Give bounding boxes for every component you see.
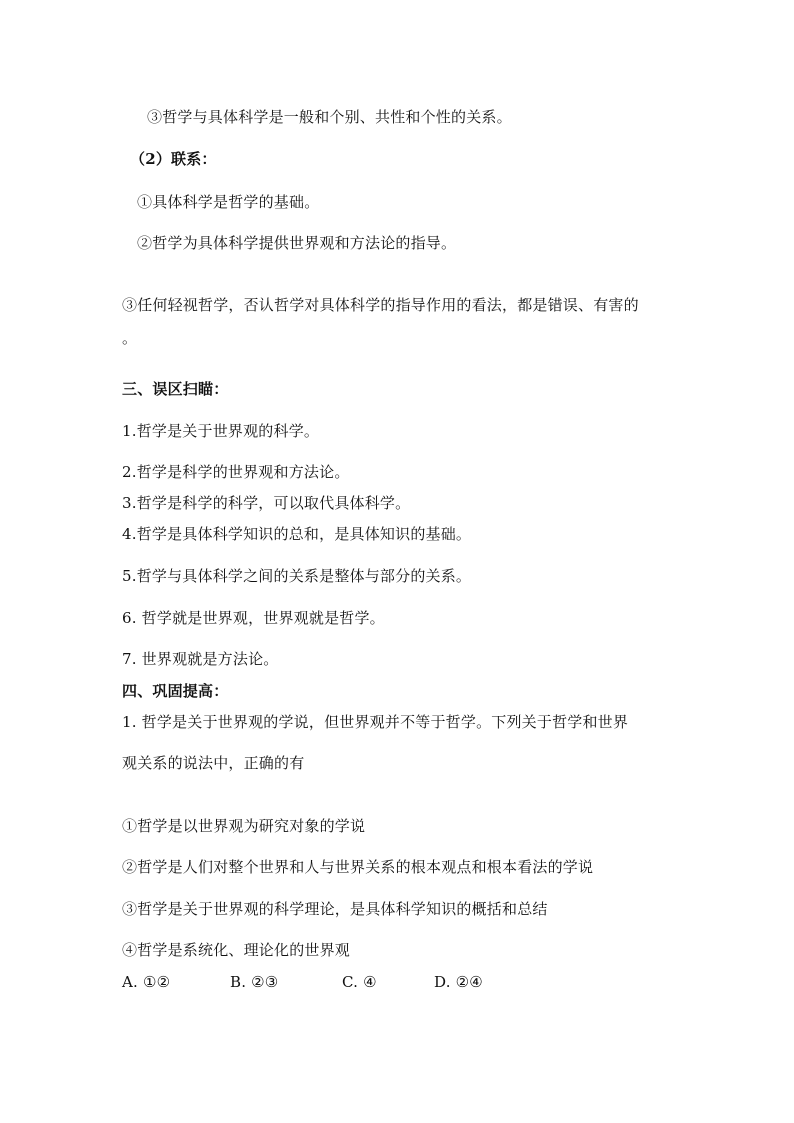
statement-item: ③哲学是关于世界观的科学理论，是具体科学知识的概括和总结: [122, 900, 548, 918]
option-d: D. ②④: [434, 973, 483, 991]
statement-item: ①哲学是以世界观为研究对象的学说: [122, 817, 366, 835]
section-heading-links: （2）联系：: [130, 150, 217, 168]
misconception-item: 4.哲学是具体科学知识的总和，是具体知识的基础。: [122, 525, 472, 543]
misconception-item: 3.哲学是科学的科学，可以取代具体科学。: [122, 494, 411, 512]
relation-item-3: ③哲学与具体科学是一般和个别、共性和个性的关系。: [147, 108, 512, 126]
link-item-3-tail: 。: [122, 329, 138, 347]
misconception-item: 6. 哲学就是世界观，世界观就是哲学。: [122, 609, 385, 627]
link-item-1: ①具体科学是哲学的基础。: [137, 193, 320, 211]
statement-item: ④哲学是系统化、理论化的世界观: [122, 941, 351, 959]
question-text-line-2: 观关系的说法中，正确的有: [122, 754, 305, 772]
option-a: A. ①②: [122, 973, 171, 991]
link-item-2: ②哲学为具体科学提供世界观和方法论的指导。: [137, 234, 457, 252]
statement-item: ②哲学是人们对整个世界和人与世界关系的根本观点和根本看法的学说: [122, 858, 594, 876]
section-heading-consolidation: 四、巩固提高：: [122, 682, 229, 700]
misconception-item: 2.哲学是科学的世界观和方法论。: [122, 463, 350, 481]
link-item-3: ③任何轻视哲学，否认哲学对具体科学的指导作用的看法，都是错误、有害的: [122, 296, 639, 314]
section-heading-misconceptions: 三、误区扫瞄：: [122, 380, 229, 398]
question-text-line-1: 1. 哲学是关于世界观的学说，但世界观并不等于哲学。下列关于哲学和世界: [122, 713, 629, 731]
misconception-item: 1.哲学是关于世界观的科学。: [122, 422, 320, 440]
option-c: C. ④: [342, 973, 377, 991]
option-b: B. ②③: [230, 973, 279, 991]
misconception-item: 5.哲学与具体科学之间的关系是整体与部分的关系。: [122, 567, 472, 585]
misconception-item: 7. 世界观就是方法论。: [122, 650, 279, 668]
